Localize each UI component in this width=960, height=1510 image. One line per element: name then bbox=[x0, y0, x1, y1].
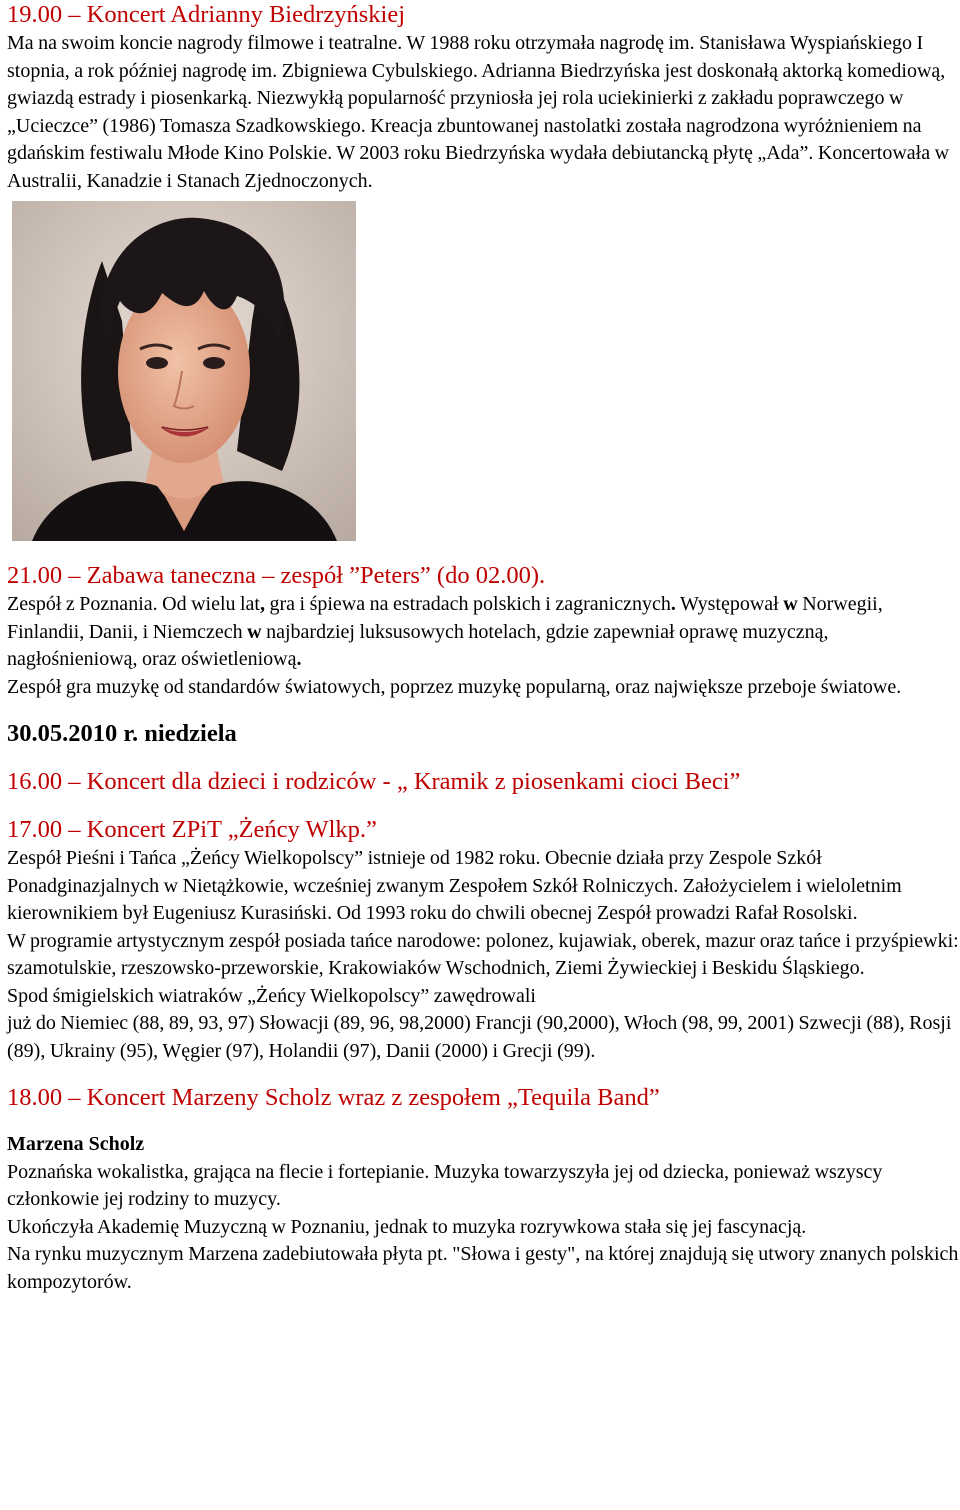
peters-text-f: w bbox=[783, 593, 798, 615]
event-heading-kids: 16.00 – Koncert dla dzieci i rodziców - „ Kramik z piosenkami cioci Beci” bbox=[7, 768, 741, 795]
zency-description-2: W programie artystycznym zespół posiada tańce narodowe: polonez, kujawiak, oberek, mazur oraz tańce i przyśpiewki: szamotulskie, rzeszowsko-przeworskie, Krakowiaków Wschodnich, Ziemi Żywieckiej i Beskidu Śląskiego. bbox=[7, 929, 959, 979]
portrait-illustration bbox=[12, 201, 356, 541]
scholz-description-3: Na rynku muzycznym Marzena zadebiutowała płyta pt. "Słowa i gesty", na której znajdują się utwory znanych polskich kompozytorów. bbox=[7, 1243, 959, 1293]
peters-description-1 bbox=[7, 591, 959, 674]
peters-text-b: , bbox=[260, 593, 265, 615]
peters-text-a: Zespół z Poznania. Od wielu lat bbox=[7, 593, 260, 615]
scholz-name bbox=[7, 1131, 959, 1159]
adrianna-description: Ma na swoim koncie nagrody filmowe i teatralne. W 1988 roku otrzymała nagrodę im. Stanisława Wyspiańskiego I stopnia, a rok później nagrodę im. Zbigniewa Cybulskiego. Adrianna Biedrzyńska jest doskonałą aktorką komediową, gwiazdą estrady i piosenkarką. Niezwykłą popularność przyniosła jej rola uciekinierki z zakładu poprawczego w „Ucieczce” (1986) Tomasza Szadkowskiego. Kreacja zbuntowanej nastolatki została nagrodzona wyróżnieniem na gdańskim festiwalu Młode Kino Polskie. W 2003 roku Biedrzyńska wydała debiutancką płytę „Ada”. Koncertowała w Australii, Kanadzie i Stanach Zjednoczonych. bbox=[7, 32, 950, 192]
event-heading-scholz: 18.00 – Koncert Marzeny Scholz wraz z zespołem „Tequila Band” bbox=[7, 1084, 660, 1111]
peters-text-i: najbardziej luksusowych hotelach, gdzie zapewniał oprawę muzyczną, nagłośnieniową, oraz oświetleniową bbox=[7, 620, 829, 670]
zency-description-3: Spod śmigielskich wiatraków „Żeńcy Wielkopolscy” zawędrowali bbox=[7, 984, 536, 1007]
peters-text-j: . bbox=[296, 648, 302, 670]
peters-text-e: Występował bbox=[675, 593, 784, 615]
zency-description-1: Zespół Pieśni i Tańca „Żeńcy Wielkopolscy” istnieje od 1982 roku. Obecnie działa przy Zespole Szkół Ponadginazjalnych w Nietążkowie, wcześniej zwanym Zespołem Szkół Rolniczych. Założycielem i wieloletnim kierownikiem był Eugeniusz Kurasiński. Od 1993 roku do chwili obecnej Zespół prowadzi Rafał Rosolski. bbox=[7, 847, 902, 924]
event-heading-peters: 21.00 – Zabawa taneczna – zespół ”Peters” (do 02.00). bbox=[7, 562, 546, 589]
scholz-description-2: Ukończyła Akademię Muzyczną w Poznaniu, jednak to muzyka rozrywkowa stała się jej fascynacją. bbox=[7, 1215, 807, 1238]
peters-text-c: gra i śpiewa na estradach polskich i zagranicznych bbox=[265, 593, 671, 615]
peters-text-h: w bbox=[247, 620, 262, 643]
event-heading-adrianna: 19.00 – Koncert Adrianny Biedrzyńskiej bbox=[7, 1, 406, 28]
event-heading-zency: 17.00 – Koncert ZPiT „Żeńcy Wlkp.” bbox=[7, 816, 377, 843]
scholz-name-bold: Marzena Scholz bbox=[7, 1133, 145, 1155]
zency-description-4: już do Niemiec (88, 89, 93, 97) Słowacji (89, 96, 98,2000) Francji (90,2000), Włoch (98, 99, 2001) Szwecji (88), Rosji (89), Ukrainy (95), Węgier (97), Holandii (97), Danii (2000) i Grecji (99). bbox=[7, 1012, 952, 1062]
date-heading: 30.05.2010 r. niedziela bbox=[7, 720, 237, 747]
adrianna-portrait-photo bbox=[12, 201, 356, 541]
document-page bbox=[7, 0, 959, 1296]
peters-text-d: . bbox=[670, 593, 676, 615]
peters-description-2: Zespół gra muzykę od standardów światowych, poprzez muzykę popularną, oraz największe przeboje światowe. bbox=[7, 675, 902, 698]
scholz-description-1: Poznańska wokalistka, grająca na flecie i fortepianie. Muzyka towarzyszyła jej od dziecka, ponieważ wszyscy członkowie jej rodziny to muzycy. bbox=[7, 1160, 883, 1210]
peters-text-g: Norwegii, Finlandii, Danii, i Niemczech bbox=[7, 593, 883, 643]
